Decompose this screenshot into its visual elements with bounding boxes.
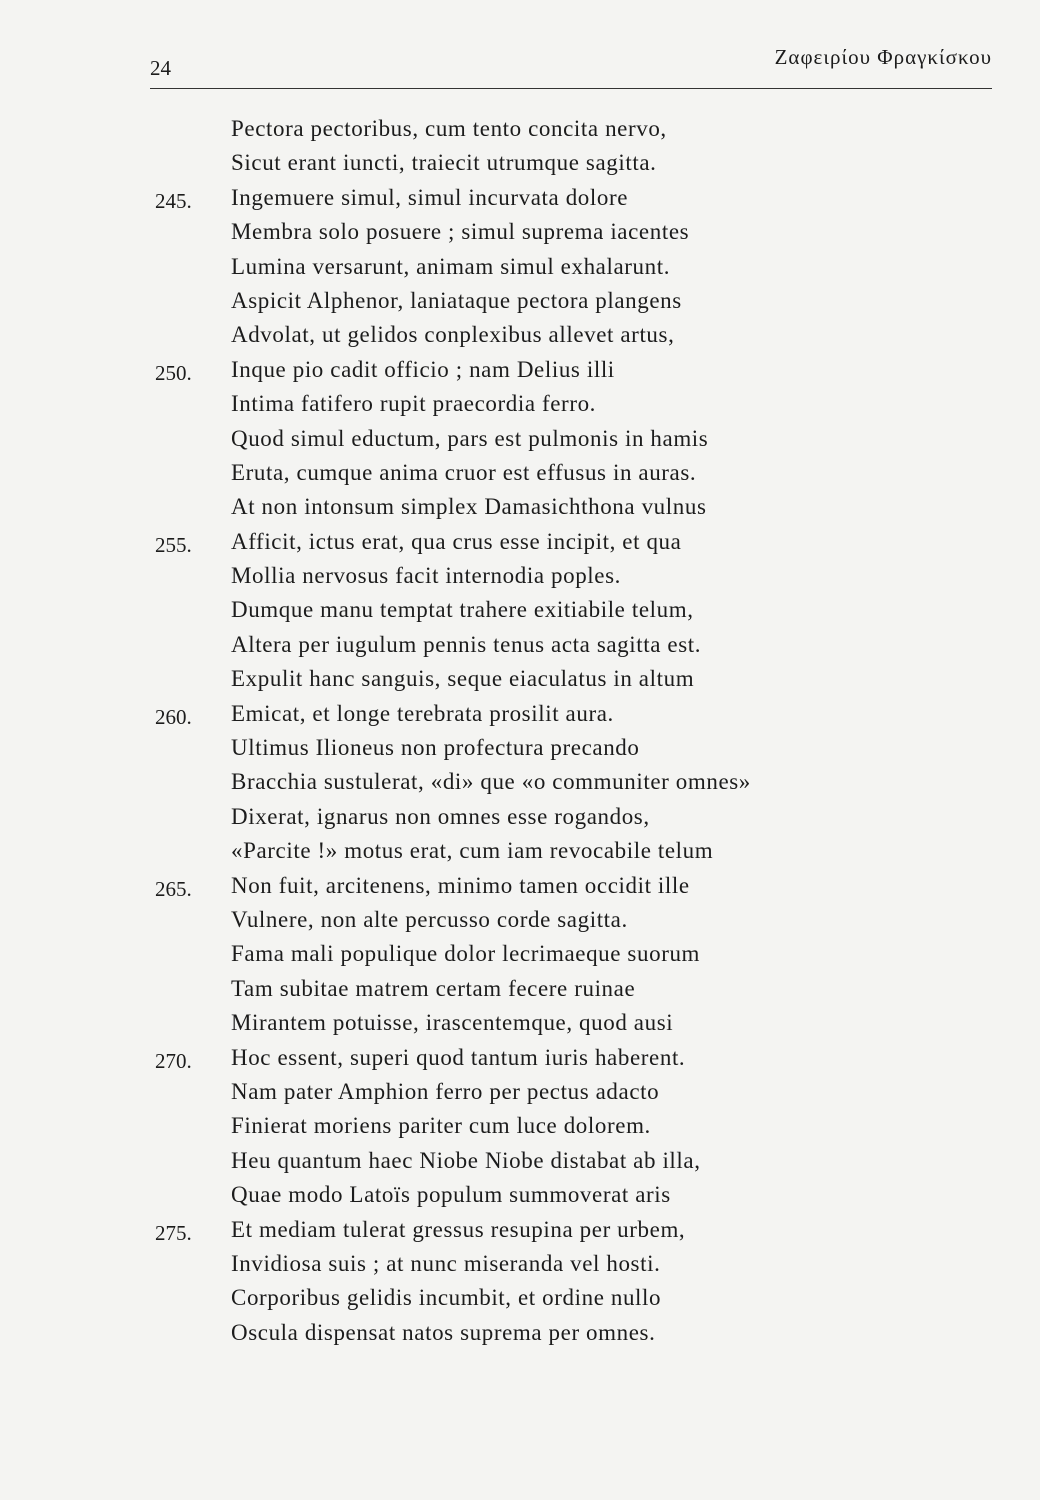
verse-line [155, 972, 935, 1006]
verse-line [155, 215, 935, 249]
verse-line [155, 662, 935, 696]
verse-line [155, 628, 935, 662]
verse-line [155, 1213, 935, 1247]
verse-line [155, 937, 935, 971]
verse-text: «Parcite !» motus erat, cum iam revocabile telum [231, 838, 714, 864]
verse-line [155, 1109, 935, 1143]
verse-text: Non fuit, arcitenens, minimo tamen occidit ille [231, 872, 690, 898]
verse-text: Membra solo posuere ; simul suprema iacentes [231, 219, 690, 245]
verse-line [155, 593, 935, 627]
line-number: 275. [155, 1220, 192, 1245]
verse-text: Invidiosa suis ; at nunc miseranda vel hosti. [231, 1250, 661, 1276]
verse-text: Hoc essent, superi quod tantum iuris haberent. [231, 1044, 686, 1070]
header-rule [150, 88, 992, 89]
verse-text: Nam pater Amphion ferro per pectus adacto [231, 1078, 660, 1104]
verse-line [155, 1281, 935, 1315]
verse-text: Pectora pectoribus, cum tento concita nervo, [231, 116, 667, 141]
verse-text: Altera per iugulum pennis tenus acta sagitta est. [231, 631, 702, 657]
verse-line [155, 422, 935, 456]
verse-line [155, 869, 935, 903]
verse-text: Advolat, ut gelidos conplexibus allevet artus, [231, 322, 675, 348]
verse-line [155, 903, 935, 937]
verse-text: Ultimus Ilioneus non profectura precando [231, 735, 640, 761]
verse-line [155, 456, 935, 490]
verse-line [155, 112, 935, 146]
verse-line [155, 1006, 935, 1040]
verse-text: Afficit, ictus erat, qua crus esse incipit, et qua [231, 528, 682, 554]
poem-text [155, 112, 935, 1350]
verse-line [155, 1144, 935, 1178]
verse-line [155, 834, 935, 868]
verse-text: Dixerat, ignarus non omnes esse rogandos, [231, 803, 650, 829]
verse-text: Corporibus gelidis incumbit, et ordine nullo [231, 1285, 662, 1311]
verse-line [155, 1316, 935, 1350]
verse-text: Mollia nervosus facit internodia poples. [231, 563, 622, 589]
verse-text: Oscula dispensat natos suprema per omnes. [231, 1319, 656, 1345]
verse-text: Sicut erant iuncti, traiecit utrumque sagitta. [231, 150, 657, 176]
line-number: 250. [155, 360, 192, 385]
verse-text: Emicat, et longe terebrata prosilit aura. [231, 700, 614, 726]
verse-line [155, 318, 935, 352]
running-head: Ζαφειρίου Φραγκίσκου [774, 45, 992, 69]
verse-text: Vulnere, non alte percusso corde sagitta. [231, 906, 628, 932]
verse-line [155, 146, 935, 180]
verse-line [155, 559, 935, 593]
verse-text: Fama mali populique dolor lecrimaeque suorum [231, 941, 701, 967]
verse-line [155, 1247, 935, 1281]
verse-line [155, 765, 935, 799]
verse-line [155, 800, 935, 834]
verse-text: Ingemuere simul, simul incurvata dolore [231, 184, 629, 210]
line-number: 260. [155, 704, 192, 729]
verse-text: Tam subitae matrem certam fecere ruinae [231, 975, 636, 1001]
line-number: 270. [155, 1048, 192, 1073]
verse-line [155, 525, 935, 559]
verse-text: Heu quantum haec Niobe Niobe distabat ab illa, [231, 1147, 701, 1173]
verse-line [155, 490, 935, 524]
verse-text: Dumque manu temptat trahere exitiabile telum, [231, 597, 694, 623]
line-number: 255. [155, 532, 192, 557]
line-number: 245. [155, 188, 192, 213]
verse-text: Finierat moriens pariter cum luce dolorem. [231, 1113, 651, 1139]
verse-text: At non intonsum simplex Damasichthona vulnus [231, 494, 707, 520]
verse-line [155, 1075, 935, 1109]
verse-text: Mirantem potuisse, irascentemque, quod ausi [231, 1010, 674, 1036]
line-number: 265. [155, 876, 192, 901]
verse-text: Inque pio cadit officio ; nam Delius illi [231, 356, 615, 382]
verse-line [155, 353, 935, 387]
page-header [150, 40, 992, 90]
verse-text: Quae modo Latoïs populum summoverat aris [231, 1182, 671, 1208]
verse-line [155, 250, 935, 284]
verse-line [155, 387, 935, 421]
verse-text: Intima fatifero rupit praecordia ferro. [231, 391, 597, 417]
page-number: 24 [150, 56, 171, 80]
verse-line [155, 284, 935, 318]
verse-text: Aspicit Alphenor, laniataque pectora plangens [231, 287, 682, 313]
verse-text: Bracchia sustulerat, «di» que «o communiter omnes» [231, 769, 751, 795]
verse-line [155, 1178, 935, 1212]
verse-line [155, 697, 935, 731]
verse-text: Eruta, cumque anima cruor est effusus in auras. [231, 459, 697, 485]
verse-text: Et mediam tulerat gressus resupina per urbem, [231, 1216, 686, 1242]
verse-text: Lumina versarunt, animam simul exhalarunt. [231, 253, 671, 279]
verse-text: Expulit hanc sanguis, seque eiaculatus in altum [231, 666, 695, 692]
verse-line [155, 731, 935, 765]
verse-line [155, 1041, 935, 1075]
verse-text: Quod simul eductum, pars est pulmonis in hamis [231, 425, 709, 451]
verse-line [155, 181, 935, 215]
